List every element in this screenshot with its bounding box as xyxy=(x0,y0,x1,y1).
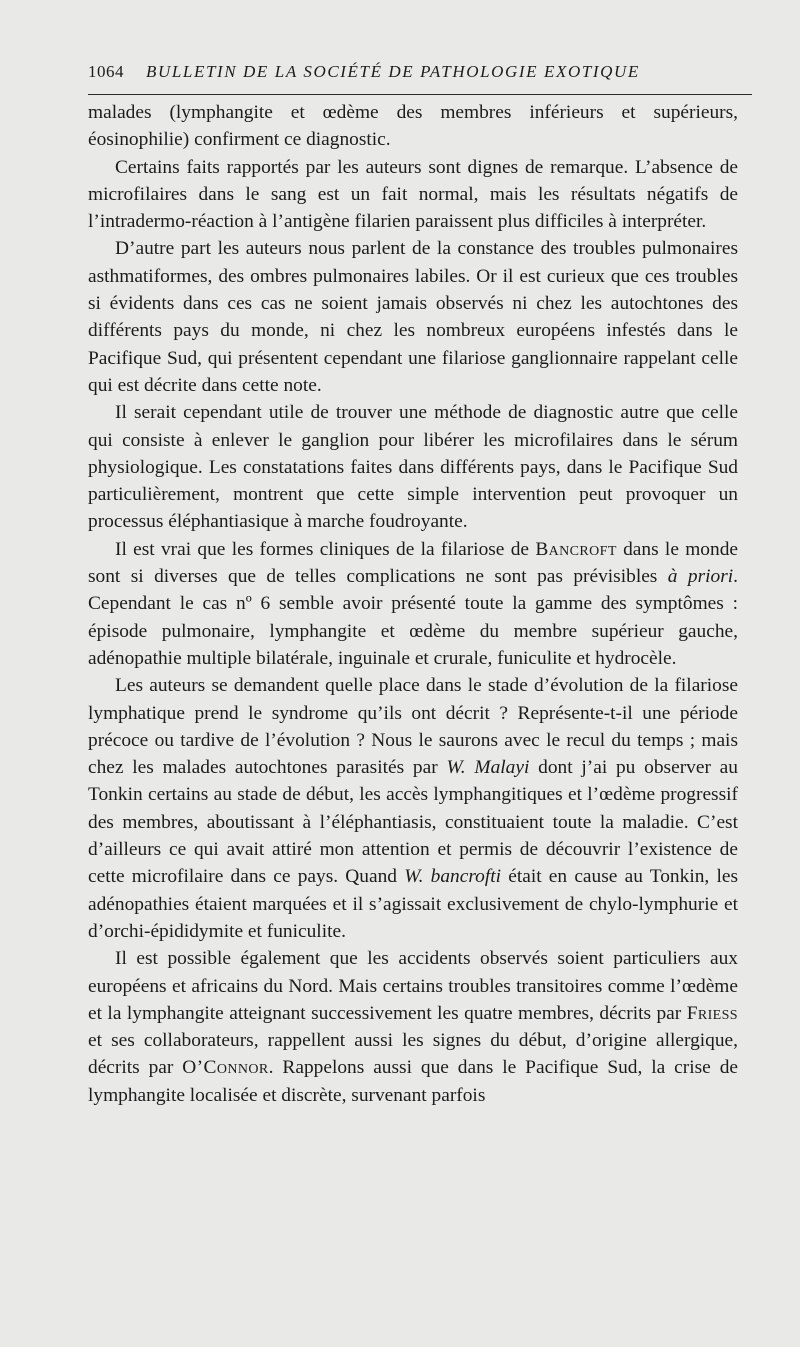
species-name-bancrofti: W. bancrofti xyxy=(404,866,502,888)
header-rule xyxy=(88,94,752,95)
paragraph-5 xyxy=(88,536,738,672)
species-name-malayi: W. Malayi xyxy=(446,757,530,779)
paragraph-5-text-b: dans le monde sont si diverses que de telles complications ne sont pas prévisibles xyxy=(88,538,738,588)
body-text xyxy=(88,99,738,1109)
paragraph-6-text-c: était en cause au Tonkin, les adénopathies étaient marquées et il s’agissait exclusivement de chylo-lymphurie et d’orchi-épididymite et funiculite. xyxy=(88,866,738,942)
paragraph-7 xyxy=(88,945,738,1109)
paragraph-5-text-a: Il est vrai que les formes cliniques de la filariose de xyxy=(115,538,536,560)
paragraph-1: malades (lymphangite et œdème des membres inférieurs et supérieurs, éosinophilie) confirment ce diagnostic. xyxy=(88,102,738,151)
paragraph-7-text-a: Il est possible également que les accidents observés soient particuliers aux européens et africains du Nord. Mais certains troubles transitoires comme l’œdème et la lymphangite atteignant successivement les quatre membres, décrits par xyxy=(88,948,738,1024)
paragraph-5-text-c: . Cependant le cas nº 6 semble avoir présenté toute la gamme des symptômes : épisode pulmonaire, lymphangite et œdème du membre supérieur gauche, adénopathie multiple bilatérale, inguinale et crurale, funiculite et hydrocèle. xyxy=(88,566,738,669)
journal-title: BULLETIN DE LA SOCIÉTÉ DE PATHOLOGIE EXOTIQUE xyxy=(146,62,640,81)
author-name-oconnor: O’Connor xyxy=(182,1057,269,1079)
paragraph-3: D’autre part les auteurs nous parlent de la constance des troubles pulmonaires asthmatiformes, des ombres pulmonaires labiles. Or il est curieux que ces troubles si évidents dans ces cas ne soient jamais observés ni chez les autochtones des différents pays du monde, ni chez les nombreux européens infestés dans le Pacifique Sud, qui présentent cependant une filariose ganglionnaire rappelant celle qui est décrite dans cette note. xyxy=(88,238,738,396)
page-number: 1064 xyxy=(88,62,124,81)
latin-phrase: à priori xyxy=(667,566,734,588)
paragraph-7-text-b: et ses collaborateurs, rappellent aussi les signes du début, d’origine allergique, décrits par xyxy=(88,1030,738,1079)
author-name-friess: Friess xyxy=(686,1002,738,1024)
paragraph-6-text-b: dont j’ai pu observer au Tonkin certains au stade de début, les accès lymphangitiques et l’œdème progressif des membres, aboutissant à l’éléphantiasis, constituaient toute la maladie. C’est d’ailleurs ce qui avait attiré mon attention et permis de découvrir l’existence de cette microfilaire dans ce pays. Quand xyxy=(88,757,738,888)
paragraph-7-text-c: . Rappelons aussi que dans le Pacifique Sud, la crise de lymphangite localisée et discrète, survenant parfois xyxy=(88,1057,738,1106)
paragraph-4: Il serait cependant utile de trouver une méthode de diagnostic autre que celle qui consiste à enlever le ganglion pour libérer les microfilaires dans le sérum physiologique. Les constatations faites dans différents pays, dans le Pacifique Sud particulièrement, montrent que cette simple intervention peut provoquer un processus éléphantiasique à marche foudroyante. xyxy=(88,402,738,533)
running-header xyxy=(88,62,752,86)
paragraph-6-text-a: Les auteurs se demandent quelle place dans le stade d’évolution de la filariose lymphatique prend le syndrome qu’ils ont décrit ? Représente-t-il une période précoce ou tardive de l’évolution ? Nous le saurons avec le recul du temps ; mais chez les malades autochtones parasités par xyxy=(88,675,738,779)
paragraph-6 xyxy=(88,672,738,945)
paragraph-2: Certains faits rapportés par les auteurs sont dignes de remarque. L’absence de microfilaires dans le sang est un fait normal, mais les résultats négatifs de l’intradermo-réaction à l’antigène filarien paraissent plus difficiles à interpréter. xyxy=(88,156,738,233)
author-name-bancroft: Bancroft xyxy=(535,538,617,560)
